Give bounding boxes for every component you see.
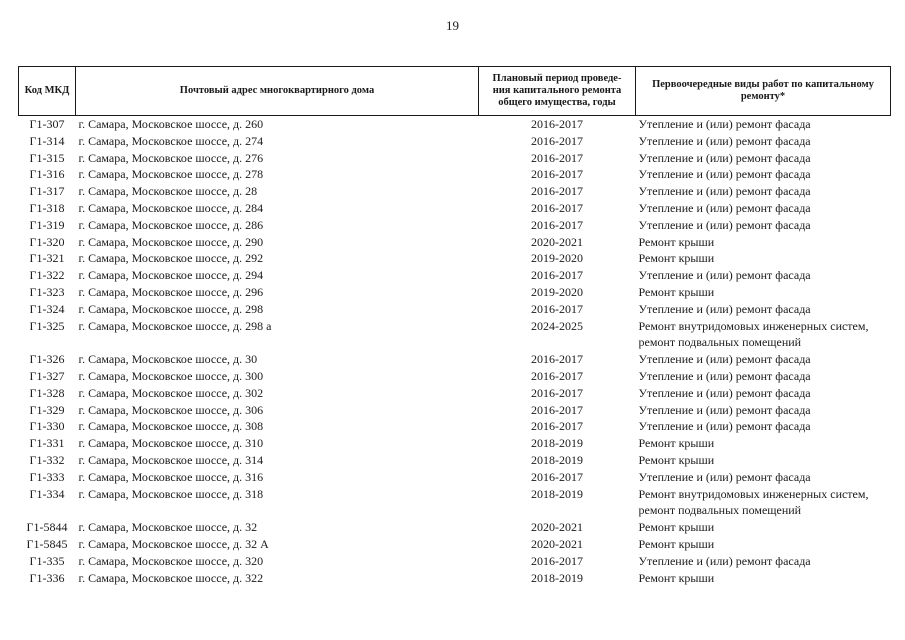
row-code: Г1-321 xyxy=(29,251,65,266)
row-address: г. Самара, Московское шоссе, д. 28 xyxy=(78,184,258,199)
row-address: г. Самара, Московское шоссе, д. 286 xyxy=(78,217,264,232)
row-work-line: Утепление и (или) ремонт фасада xyxy=(638,352,811,367)
header-period xyxy=(479,67,636,116)
table-row xyxy=(19,284,891,301)
row-period: 2019-2020 xyxy=(531,251,583,266)
row-work-line: Утепление и (или) ремонт фасада xyxy=(638,200,811,215)
row-work xyxy=(636,385,891,402)
row-work xyxy=(636,351,891,368)
row-address: г. Самара, Московское шоссе, д. 320 xyxy=(78,553,264,568)
row-work xyxy=(636,318,891,352)
row-work-line: Ремонт крыши xyxy=(638,284,715,299)
row-period: 2024-2025 xyxy=(531,318,583,333)
row-work-line: Утепление и (или) ремонт фасада xyxy=(638,368,811,383)
table-row xyxy=(19,570,891,587)
row-work xyxy=(636,200,891,217)
row-code: Г1-331 xyxy=(29,436,65,451)
row-work-line: Ремонт внутридомовых инженерных систем, xyxy=(638,318,869,333)
row-work xyxy=(636,536,891,553)
row-code: Г1-332 xyxy=(29,452,65,467)
table-row xyxy=(19,200,891,217)
row-address: г. Самара, Московское шоссе, д. 314 xyxy=(78,452,264,467)
row-address: г. Самара, Московское шоссе, д. 284 xyxy=(78,200,264,215)
row-code: Г1-317 xyxy=(29,184,65,199)
row-work-line: Ремонт крыши xyxy=(638,234,715,249)
row-period: 2018-2019 xyxy=(531,452,583,467)
row-code: Г1-319 xyxy=(29,217,65,232)
table-row xyxy=(19,133,891,150)
row-work-line: Утепление и (или) ремонт фасада xyxy=(638,117,811,131)
row-period: 2019-2020 xyxy=(531,284,583,299)
table-row xyxy=(19,250,891,267)
row-period: 2016-2017 xyxy=(531,268,583,283)
row-address: г. Самара, Московское шоссе, д. 318 xyxy=(78,486,264,501)
row-period: 2016-2017 xyxy=(531,469,583,484)
row-code: Г1-315 xyxy=(29,150,65,165)
row-work-line: Утепление и (или) ремонт фасада xyxy=(638,268,811,283)
row-work xyxy=(636,166,891,183)
header-work xyxy=(636,67,891,116)
row-work xyxy=(636,250,891,267)
row-code: Г1-329 xyxy=(29,402,65,417)
row-work-line: Ремонт крыши xyxy=(638,452,715,467)
row-address: г. Самара, Московское шоссе, д. 298 xyxy=(78,301,264,316)
table-row xyxy=(19,368,891,385)
table-row xyxy=(19,234,891,251)
row-work-line: ремонт подвальных помещений xyxy=(638,335,802,350)
row-period: 2018-2019 xyxy=(531,436,583,451)
table-row xyxy=(19,418,891,435)
row-work xyxy=(636,150,891,167)
row-work-line: Утепление и (или) ремонт фасада xyxy=(638,469,811,484)
row-work xyxy=(636,418,891,435)
row-code: Г1-328 xyxy=(29,385,65,400)
table-row xyxy=(19,318,891,352)
header-work-line: ремонту* xyxy=(740,91,786,102)
table-row xyxy=(19,402,891,419)
page-number: 19 xyxy=(446,18,459,33)
row-period: 2020-2021 xyxy=(531,536,583,551)
table-row xyxy=(19,385,891,402)
row-work-line: Утепление и (или) ремонт фасада xyxy=(638,217,811,232)
row-work xyxy=(636,553,891,570)
header-period-line: Плановый период проведе- xyxy=(492,73,622,84)
table-row xyxy=(19,452,891,469)
row-work-line: Утепление и (или) ремонт фасада xyxy=(638,184,811,199)
row-work-line: Утепление и (или) ремонт фасада xyxy=(638,419,811,434)
row-code: Г1-307 xyxy=(29,117,65,131)
row-period: 2016-2017 xyxy=(531,301,583,316)
row-address: г. Самара, Московское шоссе, д. 30 xyxy=(78,352,258,367)
table-row xyxy=(19,183,891,200)
row-work xyxy=(636,402,891,419)
table-row xyxy=(19,553,891,570)
row-address: г. Самара, Московское шоссе, д. 298 а xyxy=(78,318,272,333)
row-code: Г1-5844 xyxy=(26,520,68,535)
row-work-line: Утепление и (или) ремонт фасада xyxy=(638,167,811,182)
row-address: г. Самара, Московское шоссе, д. 294 xyxy=(78,268,264,283)
row-work-line: ремонт подвальных помещений xyxy=(638,503,802,518)
row-work-line: Ремонт крыши xyxy=(638,520,715,535)
row-period: 2016-2017 xyxy=(531,352,583,367)
row-period: 2016-2017 xyxy=(531,117,583,131)
row-code: Г1-327 xyxy=(29,368,65,383)
row-code: Г1-335 xyxy=(29,553,65,568)
row-work-line: Ремонт внутридомовых инженерных систем, xyxy=(638,486,869,501)
row-work xyxy=(636,519,891,536)
row-address: г. Самара, Московское шоссе, д. 322 xyxy=(78,570,264,585)
row-period: 2016-2017 xyxy=(531,419,583,434)
row-work-line: Ремонт крыши xyxy=(638,251,715,266)
row-work-line: Утепление и (или) ремонт фасада xyxy=(638,150,811,165)
table-row xyxy=(19,486,891,520)
row-address: г. Самара, Московское шоссе, д. 32 xyxy=(78,520,258,535)
row-period: 2016-2017 xyxy=(531,217,583,232)
row-work xyxy=(636,486,891,520)
row-work xyxy=(636,284,891,301)
row-address: г. Самара, Московское шоссе, д. 306 xyxy=(78,402,264,417)
row-address: г. Самара, Московское шоссе, д. 32 А xyxy=(78,536,269,551)
row-work xyxy=(636,435,891,452)
row-work-line: Утепление и (или) ремонт фасада xyxy=(638,385,811,400)
row-code: Г1-318 xyxy=(29,200,65,215)
row-work xyxy=(636,267,891,284)
row-work xyxy=(636,217,891,234)
table-row xyxy=(19,150,891,167)
row-work xyxy=(636,183,891,200)
header-work-line: Первоочередные виды работ по капитальному xyxy=(652,79,874,90)
table-row xyxy=(19,267,891,284)
row-period: 2016-2017 xyxy=(531,200,583,215)
row-work xyxy=(636,452,891,469)
row-code: Г1-324 xyxy=(29,301,65,316)
table-row xyxy=(19,217,891,234)
capital-repair-table xyxy=(18,66,891,586)
row-code: Г1-330 xyxy=(29,419,65,434)
row-period: 2016-2017 xyxy=(531,133,583,148)
row-address: г. Самара, Московское шоссе, д. 292 xyxy=(78,251,264,266)
row-work xyxy=(636,469,891,486)
row-code: Г1-316 xyxy=(29,167,65,182)
row-address: г. Самара, Московское шоссе, д. 290 xyxy=(78,234,264,249)
row-code: Г1-322 xyxy=(29,268,65,283)
table-body xyxy=(19,116,891,587)
row-address: г. Самара, Московское шоссе, д. 310 xyxy=(78,436,264,451)
row-work-line: Ремонт крыши xyxy=(638,436,715,451)
row-code: Г1-323 xyxy=(29,284,65,299)
row-address: г. Самара, Московское шоссе, д. 260 xyxy=(78,117,264,131)
row-period: 2020-2021 xyxy=(531,520,583,535)
table-row xyxy=(19,519,891,536)
row-code: Г1-5845 xyxy=(26,536,68,551)
row-code: Г1-336 xyxy=(29,570,65,585)
row-code: Г1-334 xyxy=(29,486,65,501)
row-work-line: Утепление и (или) ремонт фасада xyxy=(638,133,811,148)
row-work xyxy=(636,234,891,251)
row-period: 2016-2017 xyxy=(531,184,583,199)
row-work-line: Ремонт крыши xyxy=(638,570,715,585)
table-row xyxy=(19,166,891,183)
row-work-line: Утепление и (или) ремонт фасада xyxy=(638,553,811,568)
row-address: г. Самара, Московское шоссе, д. 274 xyxy=(78,133,264,148)
row-period: 2016-2017 xyxy=(531,385,583,400)
row-period: 2018-2019 xyxy=(531,486,583,501)
row-period: 2018-2019 xyxy=(531,570,583,585)
row-address: г. Самара, Московское шоссе, д. 276 xyxy=(78,150,264,165)
row-work xyxy=(636,133,891,150)
row-address: г. Самара, Московское шоссе, д. 296 xyxy=(78,284,264,299)
row-code: Г1-320 xyxy=(29,234,65,249)
header-period-line: ния капитального ремонта xyxy=(492,85,622,96)
table-row xyxy=(19,469,891,486)
row-code: Г1-314 xyxy=(29,133,65,148)
table-row xyxy=(19,435,891,452)
header-code: Код МКД xyxy=(19,67,76,116)
row-period: 2016-2017 xyxy=(531,402,583,417)
row-address: г. Самара, Московское шоссе, д. 316 xyxy=(78,469,264,484)
table-row xyxy=(19,301,891,318)
row-work-line: Ремонт крыши xyxy=(638,536,715,551)
row-address: г. Самара, Московское шоссе, д. 278 xyxy=(78,167,264,182)
row-period: 2016-2017 xyxy=(531,150,583,165)
row-address: г. Самара, Московское шоссе, д. 302 xyxy=(78,385,264,400)
header-address: Почтовый адрес многоквартирного дома xyxy=(76,67,479,116)
row-period: 2020-2021 xyxy=(531,234,583,249)
table-row xyxy=(19,116,891,133)
row-address: г. Самара, Московское шоссе, д. 308 xyxy=(78,419,264,434)
row-address: г. Самара, Московское шоссе, д. 300 xyxy=(78,368,264,383)
table-header xyxy=(19,67,891,116)
row-work xyxy=(636,570,891,587)
row-work xyxy=(636,368,891,385)
row-period: 2016-2017 xyxy=(531,368,583,383)
table-row xyxy=(19,351,891,368)
row-work-line: Утепление и (или) ремонт фасада xyxy=(638,402,811,417)
row-code: Г1-333 xyxy=(29,469,65,484)
header-period-line: общего имущества, годы xyxy=(498,97,616,108)
row-period: 2016-2017 xyxy=(531,553,583,568)
row-code: Г1-326 xyxy=(29,352,65,367)
row-work-line: Утепление и (или) ремонт фасада xyxy=(638,301,811,316)
row-work xyxy=(636,301,891,318)
row-period: 2016-2017 xyxy=(531,167,583,182)
row-code: Г1-325 xyxy=(29,318,65,333)
row-work xyxy=(636,116,891,133)
table-row xyxy=(19,536,891,553)
